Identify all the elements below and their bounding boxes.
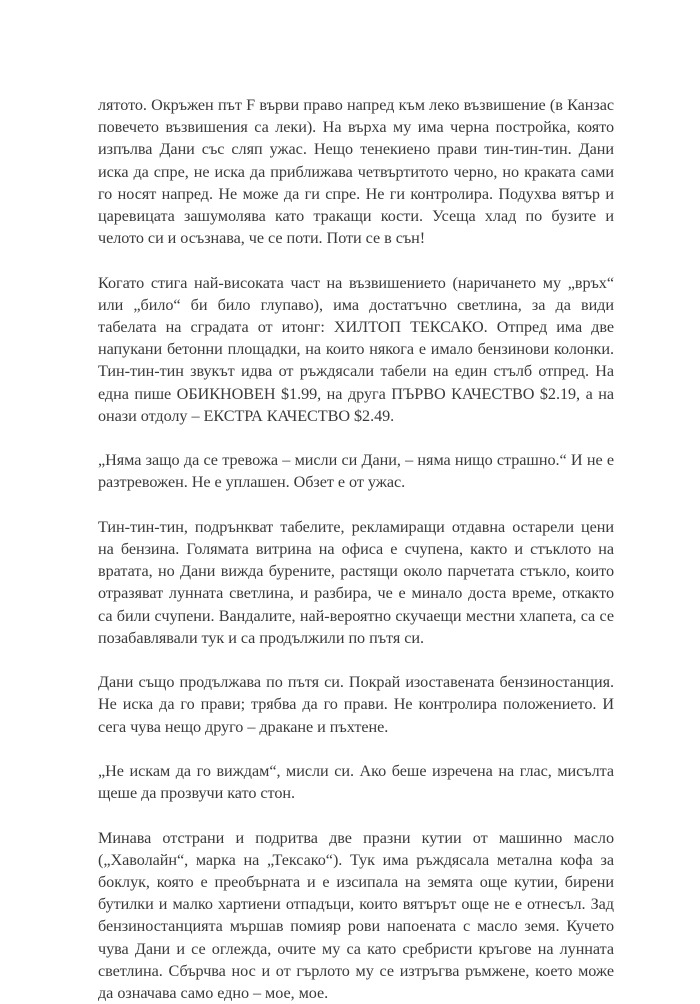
paragraph: лятото. Окръжен път F върви право напред към леко възвишение (в Канзас повечето възвишения са леки). На върха му има черна постройка, която изпълва Дани със сляп ужас. Нещо тенекиено прави тин-тин-тин. Дани иска да спре, не иска да приближава четвъртитото черно, но краката сами го носят напред. Не може да ги спре. Не ги контролира. Подухва вятър и царевицата зашумолява като тракащи кости. Усеща хлад по бузите и челото си и осъзнава, че се поти. Поти се в сън! xyxy=(98,96,614,248)
paragraph: „Не искам да го виждам“, мисли си. Ако беше изречена на глас, мисълта щеше да прозвучи като стон. xyxy=(98,762,614,803)
body-text xyxy=(98,94,614,1004)
paragraph: „Няма защо да се тревожа – мисли си Дани, – няма нищо страшно.“ И не е разтревожен. Не е уплашен. Обзет е от ужас. xyxy=(98,451,614,492)
paragraph: Тин-тин-тин, подрънкват табелите, рекламиращи отдавна остарели цени на бензина. Голямата витрина на офиса е счупена, както и стъклото на вратата, но Дани вижда бурените, растящи около парчетата стъкло, които отразяват лунната светлина, и разбира, че е минало доста време, откакто са били счупени. Вандалите, най-вероятно скучаещи местни хлапета, са се позабавлявали тук и са продължили по пътя си. xyxy=(98,517,614,647)
paragraph: Когато стига най-високата част на възвишението (наричането му „връх“ или „било“ би било глупаво), има достатъчно светлина, за да види табелата на сградата от итонг: ХИЛТОП ТЕКСАКО. Отпред има две напукани бетонни площадки, на които някога е имало бензинови колонки. Тин-тин-тин звукът идва от ръждясали табели на един стълб отпред. На една пише ОБИКНОВЕН $1.99, на друга ПЪРВО КАЧЕСТВО $2.19, а на онази отдолу – ЕКСТРА КАЧЕСТВО $2.49. xyxy=(98,273,614,425)
paragraph: Дани също продължава по пътя си. Покрай изоставената бензиностанция. Не иска да го прави; трябва да го прави. Не контролира положението. И сега чува нещо друго – дракане и пъхтене. xyxy=(98,673,614,736)
paragraph: Минава отстрани и подритва две празни кутии от машинно масло („Хаволайн“, марка на „Тексако“). Тук има ръждясала метална кофа за боклук, която е преобърната и е изсипала на земята още кутии, бирени бутилки и малко хартиени отпадъци, които вятърът още не е отнесъл. Зад бензиностанцията мършав помияр рови напоената с масло земя. Кучето чува Дани и се оглежда, очите му са като сребристи кръгове на лунната светлина. Сбърчва нос и от гърлото му се изтръгва ръмжене, което може да означава само едно – мое, мое. xyxy=(98,828,614,1003)
